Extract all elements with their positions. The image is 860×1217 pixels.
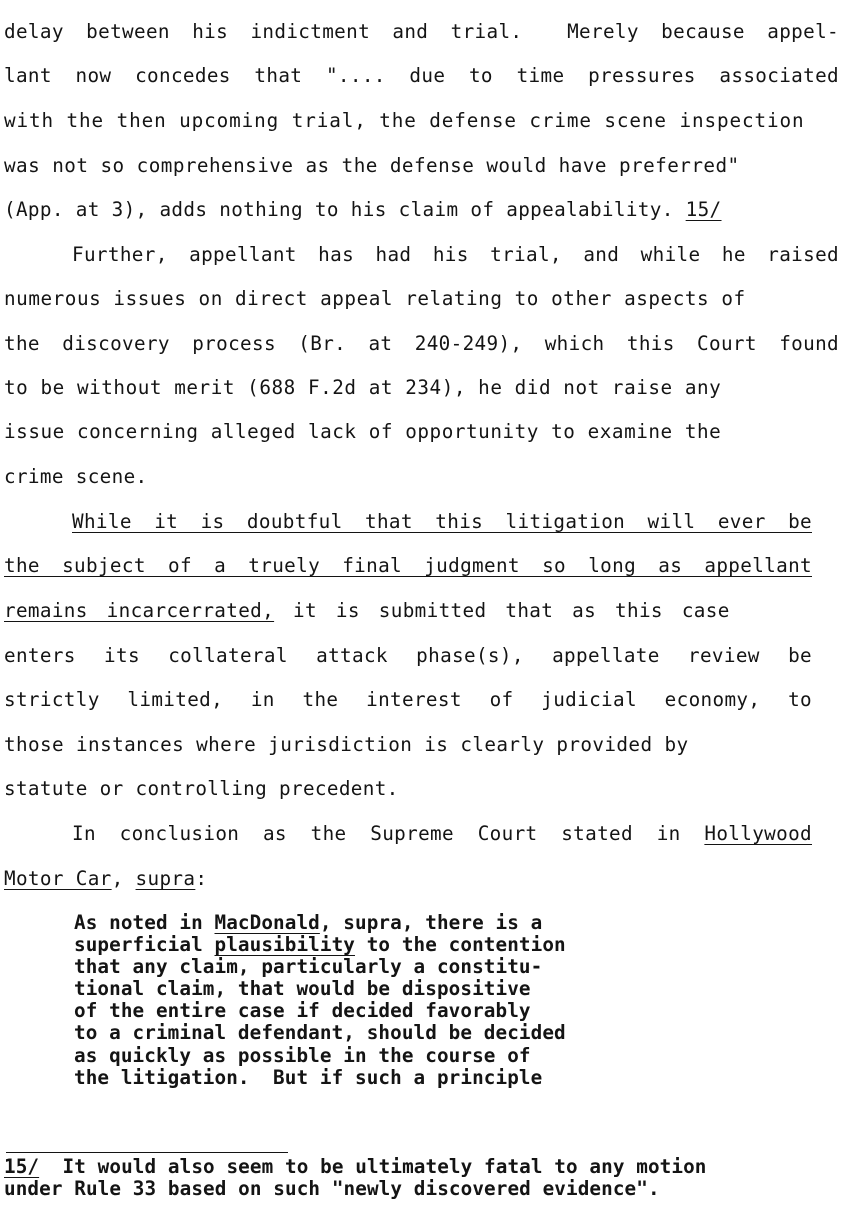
- body-line: those instances where jurisdiction is clearly provided by: [4, 733, 689, 756]
- body-line: numerous issues on direct appeal relating to other aspects of: [4, 287, 746, 310]
- quote-line: tional claim, that would be dispositive: [74, 977, 531, 1000]
- body-line: delay between his indictment and trial. Merely because appel-: [4, 20, 839, 43]
- body-line: [4, 198, 722, 222]
- body-line: issue concerning alleged lack of opportunity to examine the: [4, 420, 722, 443]
- citation-supra: supra: [135, 867, 196, 890]
- footnote-reference: 15/: [685, 198, 722, 221]
- quote-line: superficial plausibility to the contention: [74, 933, 566, 956]
- case-citation: Hollywood: [704, 822, 812, 845]
- quote-line: As noted in MacDonald, supra, there is a: [74, 911, 543, 934]
- body-line: lant now concedes that ".... due to time pressures associated: [4, 64, 839, 87]
- footnote-marker: 15/: [4, 1155, 40, 1178]
- body-text: In conclusion as the Supreme Court stated in: [72, 822, 705, 845]
- underlined-text: remains incarcerrated,: [4, 599, 275, 622]
- case-citation: Motor Car: [4, 867, 112, 890]
- body-text: ,: [111, 867, 136, 890]
- footnote-text: It would also seem to be ultimately fatal to any motion: [39, 1155, 707, 1178]
- body-line: [4, 599, 843, 623]
- quote-line: as quickly as possible in the course of: [74, 1044, 531, 1067]
- body-line: Further, appellant has had his trial, and while he raised: [72, 243, 839, 266]
- footnote-line: [4, 1156, 707, 1178]
- quote-line: of the entire case if decided favorably: [74, 999, 531, 1022]
- quote-line: that any claim, particularly a constitu-: [74, 955, 543, 978]
- body-line: the discovery process (Br. at 240-249), which this Court found: [4, 332, 839, 355]
- quote-line: to a criminal defendant, should be decided: [74, 1021, 566, 1044]
- body-line: to be without merit (688 F.2d at 234), he did not raise any: [4, 376, 722, 399]
- body-line: [72, 822, 812, 846]
- body-text: it is submitted that as this case: [274, 599, 730, 622]
- quote-line: the litigation. But if such a principle: [74, 1066, 543, 1089]
- body-line: strictly limited, in the interest of judicial economy, to: [4, 688, 812, 711]
- body-text: :: [195, 867, 208, 890]
- body-line: statute or controlling precedent.: [4, 777, 399, 800]
- footnote-line: under Rule 33 based on such "newly discovered evidence".: [4, 1177, 660, 1200]
- underlined-line: the subject of a truely final judgment so long as appellant: [4, 554, 812, 577]
- body-line: was not so comprehensive as the defense would have preferred": [4, 154, 740, 177]
- body-line: [4, 867, 207, 891]
- footnote-divider: [6, 1152, 288, 1153]
- body-line: crime scene.: [4, 465, 148, 488]
- body-line: with the then upcoming trial, the defense crime scene inspection: [4, 109, 805, 132]
- body-line: enters its collateral attack phase(s), appellate review be: [4, 644, 812, 667]
- underlined-line: While it is doubtful that this litigation will ever be: [72, 510, 812, 533]
- case-citation: MacDonald: [214, 911, 320, 934]
- body-text: (App. at 3), adds nothing to his claim of appealability.: [4, 198, 674, 221]
- underlined-text: plausibility: [214, 933, 355, 956]
